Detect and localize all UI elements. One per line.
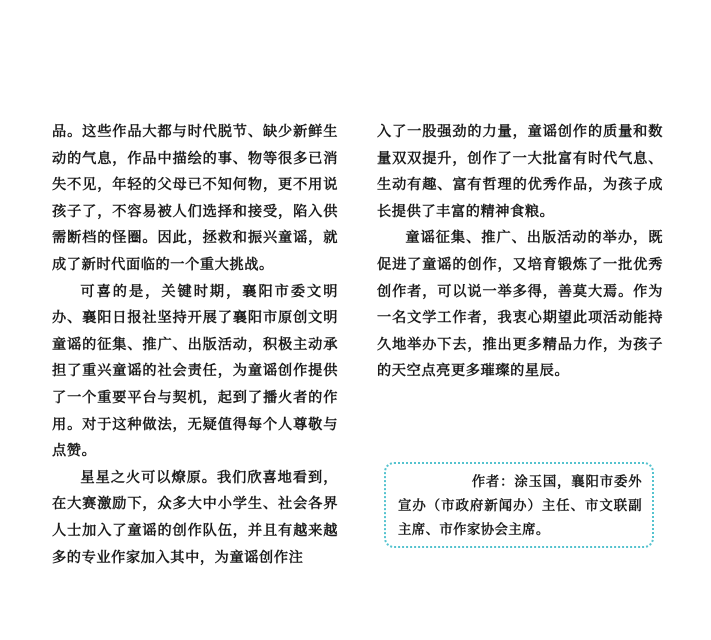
paragraph: 可喜的是，关键时期，襄阳市委文明办、襄阳日报社坚持开展了襄阳市原创文明童谣的征集、推广、出版活动，积极主动承担了重兴童谣的社会责任，为童谣创作提供了一个重要平台与契机，起到了播火者的作用。对于这种做法，无疑值得每个人尊敬与点赞。 [52,283,338,460]
paragraph: 童谣征集、推广、出版活动的举办，既促进了童谣的创作，又培育锻炼了一批优秀创作者，可以说一举多得，善莫大焉。作为一名文学工作者，我衷心期望此项活动能持久地举办下去，推出更多精品力作，为孩子的天空点亮更多璀璨的星辰。 [377,230,663,380]
paragraph: 入了一股强劲的力量，童谣创作的质量和数量双双提升，创作了一大批富有时代气息、生动有趣、富有哲理的优秀作品，为孩子成长提供了丰富的精神食粮。 [377,124,663,220]
author-info-text: 作者：涂玉国，襄阳市委外宣办（市政府新闻办）主任、市文联副主席、市作家协会主席。 [398,474,642,538]
right-text-column [377,119,663,385]
paragraph: 品。这些作品大都与时代脱节、缺少新鲜生动的气息，作品中描绘的事、物等很多已消失不见，年轻的父母已不知何物，更不用说孩子了，不容易被人们选择和接受，陷入供需断档的怪圈。因此，拯救和振兴童谣，就成了新时代面临的一个重大挑战。 [52,124,338,273]
author-info-box [384,462,654,548]
paragraph: 星星之火可以燎原。我们欣喜地看到，在大赛激励下，众多大中小学生、社会各界人士加入了童谣的创作队伍，并且有越来越多的专业作家加入其中，为童谣创作注 [52,469,338,566]
left-text-column [52,119,338,571]
